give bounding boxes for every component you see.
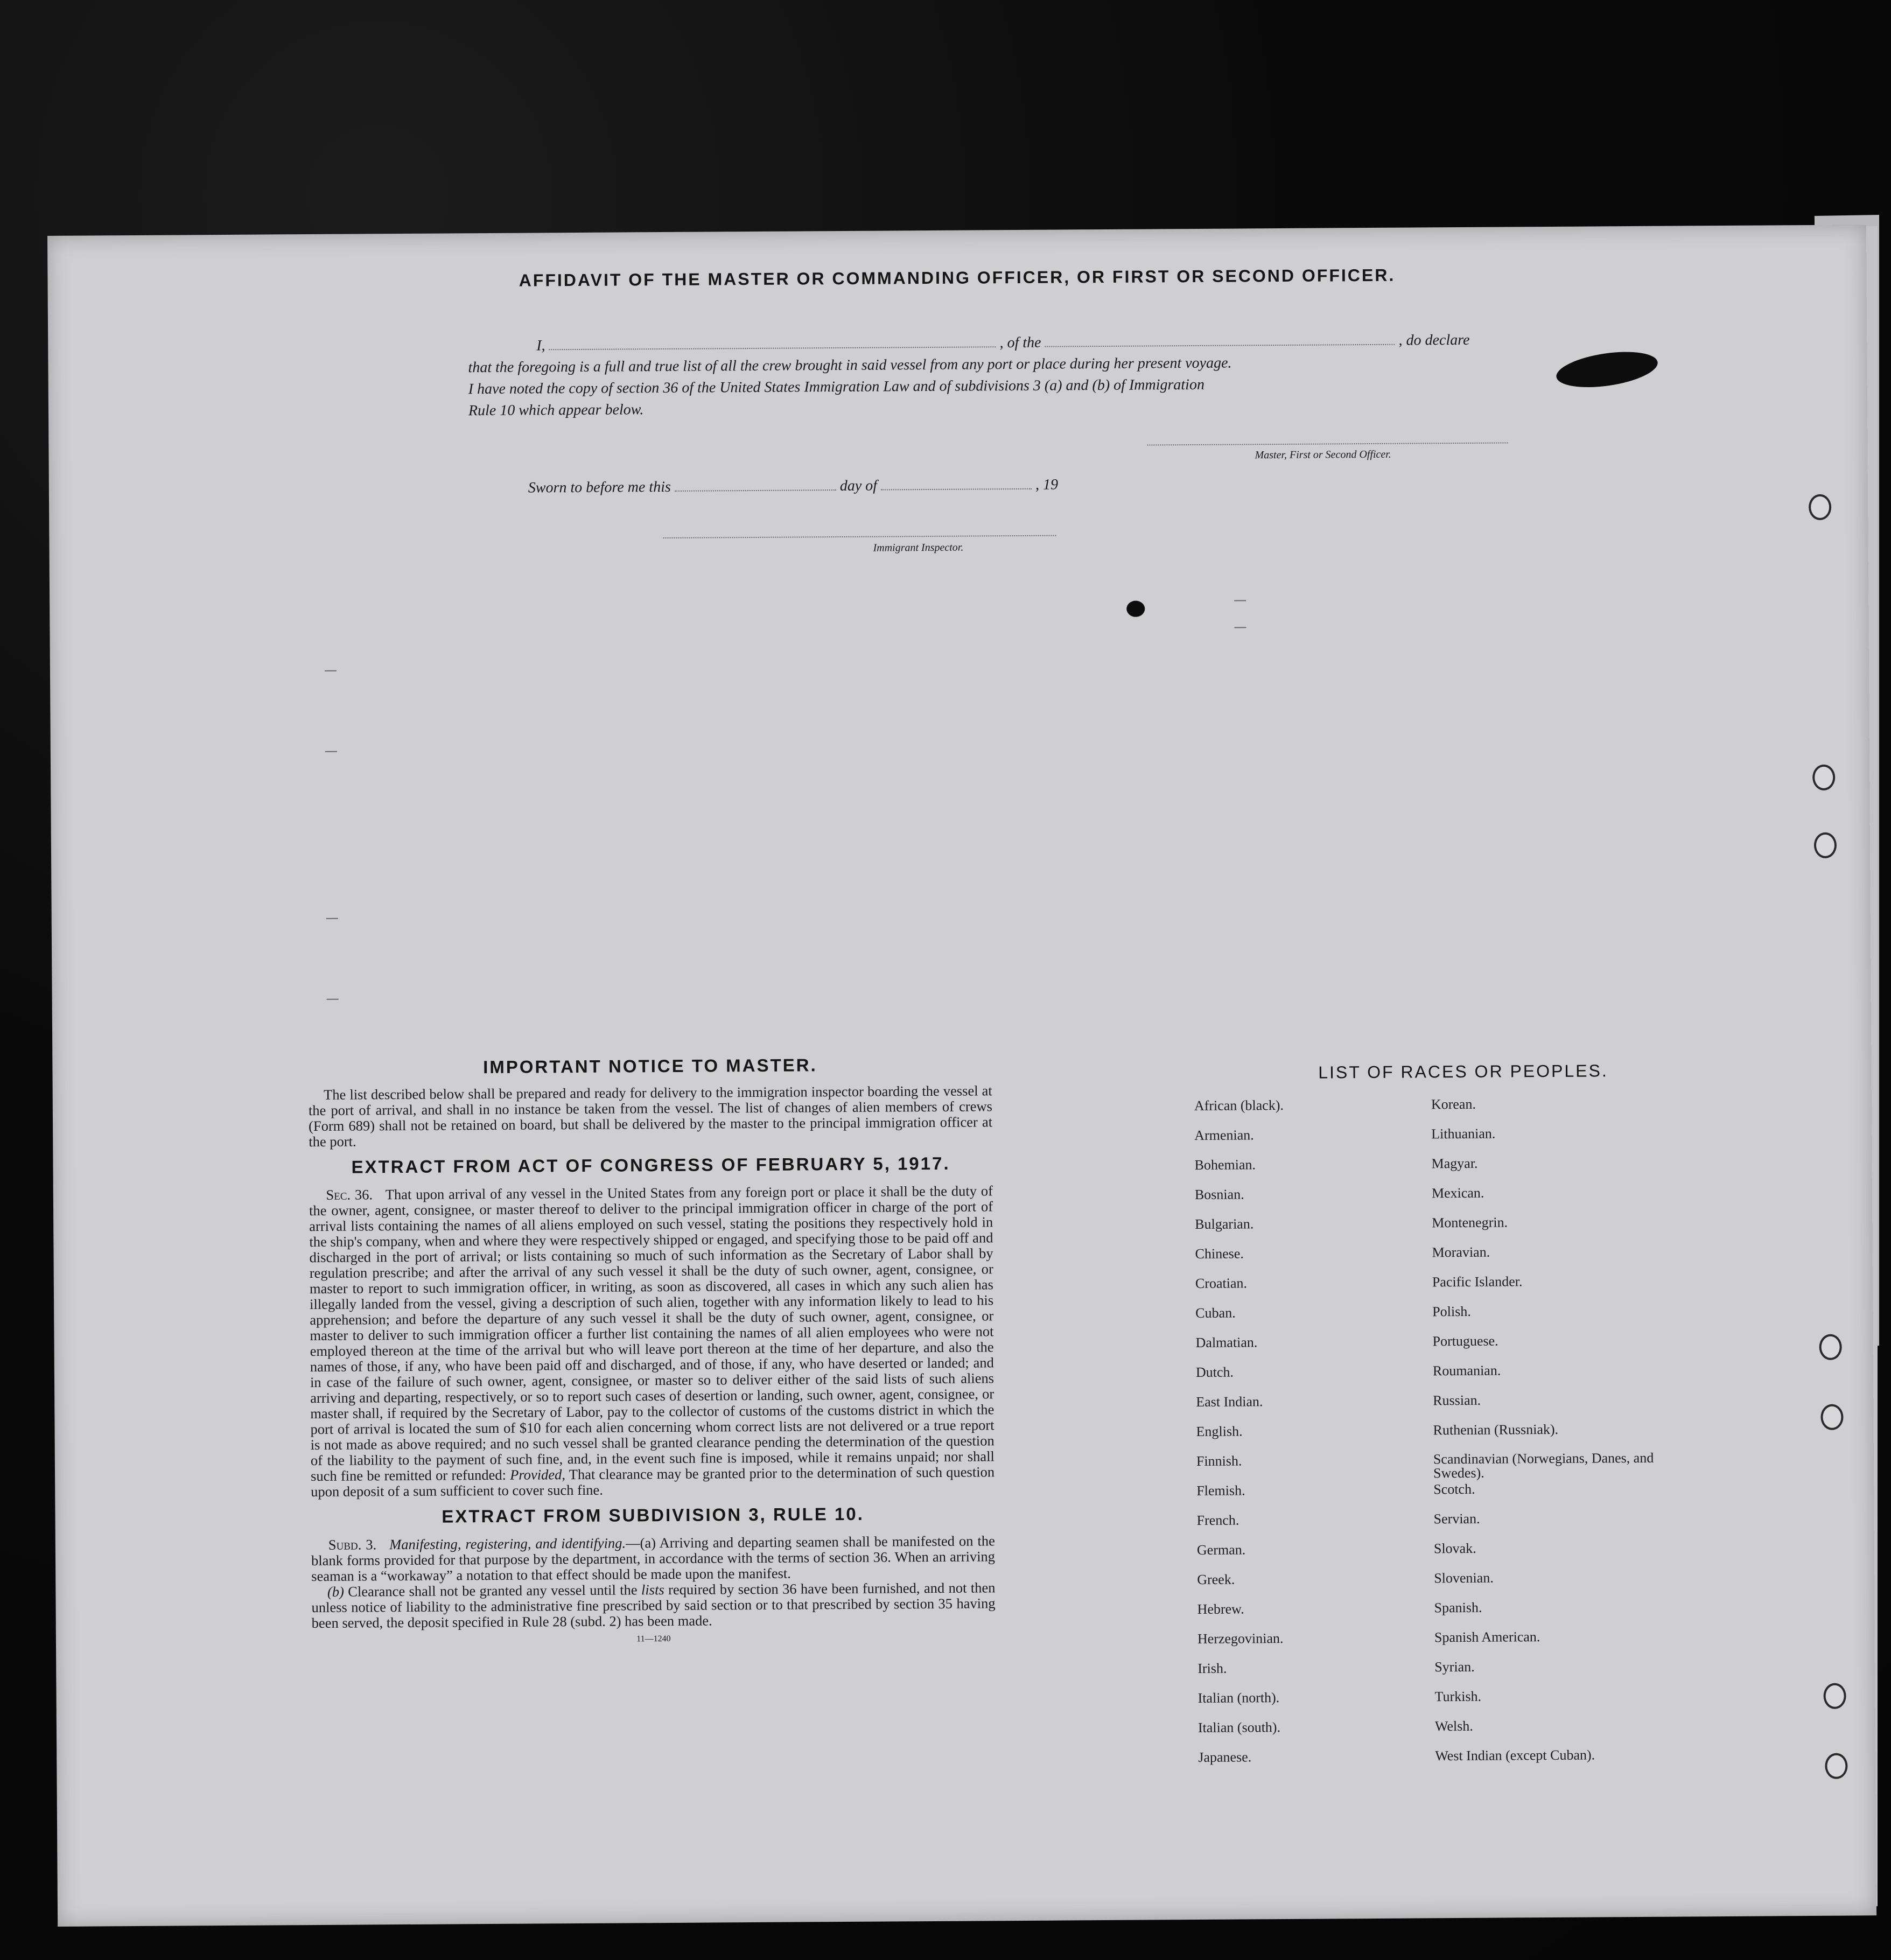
section-36-text	[309, 1183, 995, 1500]
races-right-column	[1431, 1096, 1672, 1779]
para-b-prefix: (b)	[327, 1583, 344, 1600]
race-item: Japanese.	[1198, 1749, 1252, 1765]
subd-label: Subd. 3.	[328, 1536, 377, 1553]
affidavit-title: AFFIDAVIT OF THE MASTER OR COMMANDING OFFICER, OR FIRST OR SECOND OFFICER.	[519, 265, 1396, 290]
notice-body: The list described below shall be prepared and ready for delivery to the immigration inspector boarding the vessel at the port of arrival, and shall in no instance be taken from the vessel. The list of changes of alien members of crews (Form 689) shall not be retained on board, but shall be delivered by the master to the principal immigration officer at the port.	[308, 1082, 993, 1150]
sworn-day-of: day of	[839, 477, 878, 495]
section-label: Sec. 36.	[326, 1186, 373, 1203]
race-item: Pacific Islander.	[1432, 1273, 1523, 1290]
race-item: Chinese.	[1195, 1245, 1244, 1262]
race-item: Ruthenian (Russniak).	[1433, 1421, 1559, 1438]
subdivision-3-text	[311, 1533, 996, 1584]
declaration-of-the: , of the	[999, 334, 1041, 352]
race-item: Lithuanian.	[1431, 1125, 1496, 1142]
race-item: Magyar.	[1431, 1155, 1478, 1172]
race-item: Scotch.	[1433, 1481, 1475, 1497]
ink-dot	[1126, 601, 1145, 617]
race-item: West Indian (except Cuban).	[1435, 1747, 1595, 1764]
provided-label: Provided,	[510, 1466, 566, 1483]
race-item: Korean.	[1431, 1096, 1476, 1112]
race-item: Moravian.	[1432, 1244, 1490, 1261]
race-item: Armenian.	[1194, 1127, 1254, 1144]
punch-hole	[1814, 832, 1837, 858]
sworn-month-blank[interactable]	[881, 486, 1032, 491]
section-36-body: That upon arrival of any vessel in the United States from any foreign port or place it shall be the duty of the owner, agent, consignee, or master thereof to deliver to the principal immigration officer in charge of the port of arrival lists containing the names of all aliens employed on such vessel, stating the positions they respectively hold in the ship's company, when and where they were respectively shipped or engaged, and specifying those to be paid off and discharged in the port of arrival; or lists containing so much of such information as the Secretary of Labor shall by regulation prescribe; and after the arrival of any such vessel it shall be the duty of such owner, agent, consignee, or master to report to such immigration officer, in writing, as soon as discovered, all cases in which any such alien has illegally landed from the vessel, giving a description of such alien, together with any information likely to lead to his apprehension; and before the departure of any such vessel it shall be the duty of such owner, agent, consignee, or master to deliver to such immigration officer a further list containing the names of all alien employees who were not employed thereon at the time of the arrival but who will leave port thereon at the time of her departure, and also the names of those, if any, who have been paid off and discharged, and of those, if any, who have deserted or landed; and in case of the failure of such owner, agent, consignee, or master so to deliver either of the said lists of such aliens arriving and departing, respectively, or so to report such cases of desertion or landing, such owner, agent, consignee, or master shall, if required by the Secretary of Labor, pay to the collector of customs of the customs district in which the port of arrival is located the sum of $10 for each alien concerning whom correct lists are not delivered or a true report is not made as above required; and no such vessel shall be granted clearance pending the determination of the question of the liability to the payment of such fine, and, in the event such fine is imposed, while it remains unpaid; nor shall such fine be remitted or refunded:	[309, 1182, 994, 1485]
ruling-dash	[325, 751, 337, 752]
race-item: Scandinavian (Norwegians, Danes, and Swedes).	[1433, 1450, 1654, 1481]
punch-hole	[1809, 494, 1831, 520]
race-item: English.	[1196, 1423, 1243, 1440]
race-item: Croatian.	[1195, 1275, 1248, 1292]
left-column	[308, 1054, 996, 1646]
ruling-dash	[327, 999, 339, 1000]
race-item: French.	[1196, 1512, 1239, 1529]
master-signature-caption: Master, First or Second Officer.	[1255, 448, 1391, 461]
subdivision-b-text	[311, 1580, 996, 1631]
sworn-prefix: Sworn to before me this	[528, 478, 671, 496]
race-item: Bulgarian.	[1195, 1216, 1254, 1233]
races-title: LIST OF RACES OR PEOPLES.	[1318, 1061, 1608, 1082]
race-item: Slovak.	[1433, 1540, 1476, 1557]
ruling-dash	[1234, 600, 1246, 601]
ruling-dash	[326, 918, 338, 919]
punch-hole	[1819, 1334, 1842, 1360]
races-grid	[1194, 1095, 1737, 1780]
race-item: Mexican.	[1431, 1185, 1484, 1201]
ruling-dash	[1234, 627, 1246, 628]
race-item: Flemish.	[1196, 1482, 1245, 1499]
subd-heading: Manifesting, registering, and identifying.	[389, 1535, 626, 1553]
punch-hole	[1820, 1404, 1843, 1430]
race-item: German.	[1196, 1542, 1246, 1558]
notice-title: IMPORTANT NOTICE TO MASTER.	[483, 1055, 817, 1077]
race-item: Slovenian.	[1434, 1570, 1494, 1586]
inspector-caption: Immigrant Inspector.	[873, 541, 964, 554]
declaration-i: I,	[536, 337, 545, 354]
document-page	[47, 225, 1876, 1927]
race-item: Cuban.	[1195, 1305, 1236, 1321]
races-list	[1194, 1060, 1736, 1780]
extract-rule-title: EXTRACT FROM SUBDIVISION 3, RULE 10.	[442, 1503, 864, 1527]
race-item: Bohemian.	[1194, 1157, 1256, 1173]
vessel-blank[interactable]	[1045, 342, 1395, 347]
race-item: Italian (north).	[1197, 1690, 1280, 1706]
punch-hole	[1823, 1683, 1846, 1709]
race-item: East Indian.	[1196, 1394, 1263, 1410]
race-item: Irish.	[1197, 1660, 1227, 1676]
declaration-block	[468, 329, 1545, 422]
para-b-text-2: required by section 36 have been furnished, and not then unless notice of liability to the administrative fine prescribed by said section or to that prescribed by section 35 having been served, the deposit specified in Rule 28 (subd. 2) has been made.	[311, 1579, 996, 1632]
races-left-column	[1194, 1097, 1435, 1780]
race-item: Dutch.	[1195, 1364, 1234, 1381]
race-item: African (black).	[1194, 1097, 1284, 1114]
para-b-lists: lists	[641, 1581, 664, 1598]
ruling-dash	[325, 670, 337, 671]
inspector-signature-line[interactable]	[663, 534, 1056, 538]
race-item: Finnish.	[1196, 1453, 1242, 1469]
race-item: Servian.	[1433, 1510, 1480, 1527]
para-a-text: Arriving and departing seamen shall be manifested on the blank forms provided for that purpose by the department, in accordance with the terms of section 36. When an arriving seaman is a “workaway” a notation to that effect should be made upon the manifest.	[311, 1532, 996, 1585]
race-item: Turkish.	[1434, 1688, 1482, 1705]
sworn-year: , 19	[1035, 476, 1059, 493]
punch-hole	[1812, 765, 1835, 790]
race-item: Russian.	[1433, 1392, 1481, 1409]
race-item: Spanish American.	[1434, 1629, 1540, 1646]
race-item: Dalmatian.	[1195, 1334, 1258, 1351]
race-item: Greek.	[1197, 1571, 1235, 1588]
declaration-line-3: I have noted the copy of section 36 of the United States Immigration Law and of subdivisions 3 (a) and (b) of Immigration	[468, 376, 1205, 398]
master-signature-line[interactable]	[1147, 441, 1508, 445]
race-item: Montenegrin.	[1432, 1214, 1508, 1231]
form-number: 11—1240	[636, 1634, 671, 1644]
race-item: Bosnian.	[1194, 1186, 1244, 1203]
race-item: Syrian.	[1434, 1658, 1475, 1675]
declaration-line-4: Rule 10 which appear below.	[468, 401, 644, 419]
sworn-day-blank[interactable]	[675, 487, 836, 492]
race-item: Roumanian.	[1432, 1362, 1501, 1379]
sworn-line	[528, 477, 1058, 497]
provided-text: That clearance may be granted prior to the determination of such question upon deposit of a sum sufficient to cover such fine.	[311, 1464, 995, 1500]
declaration-line-2: that the foregoing is a full and true list of all the crew brought in said vessel from any port or place during her present voyage.	[468, 354, 1232, 376]
race-item: Welsh.	[1434, 1718, 1473, 1734]
race-item: Hebrew.	[1197, 1601, 1244, 1618]
race-item: Portuguese.	[1432, 1333, 1498, 1349]
race-item: Herzegovinian.	[1197, 1630, 1284, 1647]
extract-act-title: EXTRACT FROM ACT OF CONGRESS OF FEBRUARY 5, 1917.	[351, 1153, 950, 1177]
race-item: Polish.	[1432, 1303, 1471, 1320]
punch-hole	[1825, 1753, 1847, 1779]
ink-blot	[1554, 346, 1660, 393]
para-a-prefix: —(a)	[626, 1535, 656, 1551]
notice-text	[309, 1083, 993, 1150]
declaration-do-declare: , do declare	[1398, 331, 1470, 349]
para-b-text-1: Clearance shall not be granted any vessel until the	[348, 1581, 638, 1600]
name-blank[interactable]	[549, 344, 996, 350]
race-item: Spanish.	[1434, 1599, 1482, 1616]
race-item: Italian (south).	[1197, 1719, 1281, 1735]
